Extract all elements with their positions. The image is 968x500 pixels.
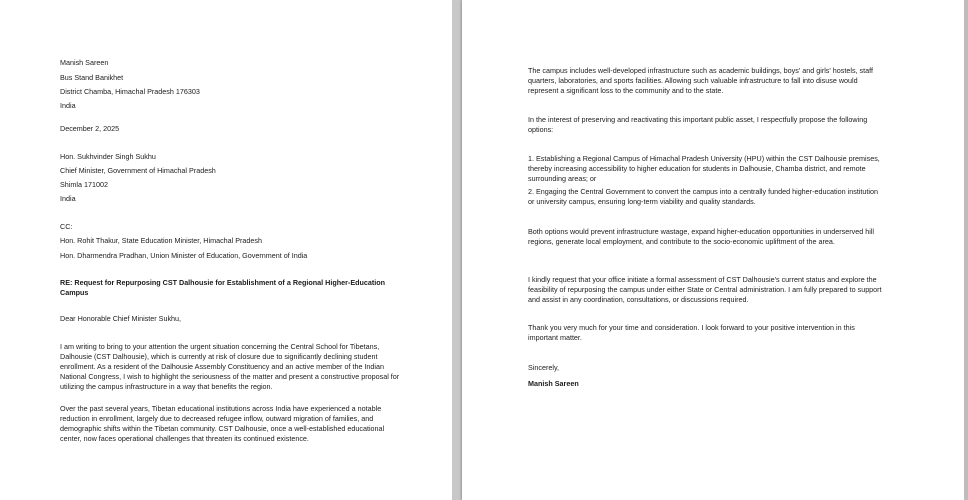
document-page-2[interactable] <box>462 0 968 500</box>
cc-recipient-2: Hon. Dharmendra Pradhan, Union Minister of Education, Government of India <box>60 251 308 260</box>
sender-address-line-2: District Chamba, Himachal Pradesh 176303 <box>60 87 200 96</box>
salutation: Dear Honorable Chief Minister Sukhu, <box>60 314 182 323</box>
body-paragraph-6: I kindly request that your office initiate a formal assessment of CST Dalhousie's current status and explore the feasibility of repurposing the campus under either State or Central administration. I am fully prepared to support and assist in any coordination, consultations, or discussions required. <box>528 275 882 304</box>
recipient-name: Hon. Sukhvinder Singh Sukhu <box>60 152 156 161</box>
sender-address-line-1: Bus Stand Banikhet <box>60 73 124 82</box>
recipient-title: Chief Minister, Government of Himachal Pradesh <box>60 166 216 175</box>
cc-label: CC: <box>60 222 73 231</box>
recipient-country: India <box>60 194 76 203</box>
letter-subject: RE: Request for Repurposing CST Dalhousie for Establishment of a Regional Higher-Education Campus <box>60 278 386 297</box>
body-paragraph-5: Both options would prevent infrastructure wastage, expand higher-education opportunities in underserved hill regions, generate local employment, and contribute to the socio-economic upliftment of the area. <box>528 227 875 246</box>
signature-name: Manish Sareen <box>528 379 579 388</box>
cc-recipient-1: Hon. Rohit Thakur, State Education Minister, Himachal Pradesh <box>60 236 263 245</box>
body-paragraph-2: Over the past several years, Tibetan educational institutions across India have experienced a notable reduction in enrollment, largely due to decreased refugee inflow, outward migration of families, and demographic shifts within the Tibetan community. CST Dalhousie, once a well-established educational center, now faces operational challenges that threaten its continued existence. <box>60 404 385 443</box>
document-page-1[interactable] <box>0 0 452 500</box>
letter-date: December 2, 2025 <box>60 124 120 133</box>
sender-name: Manish Sareen <box>60 58 109 67</box>
closing: Sincerely, <box>528 363 560 372</box>
recipient-city: Shimla 171002 <box>60 180 108 189</box>
sender-country: India <box>60 101 76 110</box>
scrollbar-track[interactable] <box>964 0 968 500</box>
body-paragraph-7: Thank you very much for your time and consideration. I look forward to your positive intervention in this important matter. <box>528 323 855 342</box>
body-paragraph-4: In the interest of preserving and reactivating this important public asset, I respectfully propose the following options: <box>528 115 868 134</box>
proposal-option-2: 2. Engaging the Central Government to convert the campus into a centrally funded higher-education institution or university campus, ensuring long-term viability and quality standards. <box>528 187 879 206</box>
body-paragraph-1: I am writing to bring to your attention the urgent situation concerning the Central School for Tibetans, Dalhousie (CST Dalhousie), which is currently at risk of closure due to significantly declining student enrollment. As a resident of the Dalhousie Assembly Constituency and an active member of the Indian National Congress, I wish to highlight the seriousness of the matter and present a constructive proposal for utilizing the campus infrastructure in a way that benefits the region. <box>60 342 400 391</box>
proposal-option-1: 1. Establishing a Regional Campus of Himachal Pradesh University (HPU) within the CST Dalhousie premises, thereby increasing accessibility to higher education for students in Dalhousie, Chamba district, and remote surrounding areas; or <box>528 154 880 183</box>
page-gutter <box>452 0 462 500</box>
body-paragraph-3: The campus includes well-developed infrastructure such as academic buildings, boys' and girls' hostels, staff quarters, laboratories, and sports facilities. Allowing such valuable infrastructure to fall into disuse would represent a significant loss to the community and to the state. <box>528 66 873 95</box>
